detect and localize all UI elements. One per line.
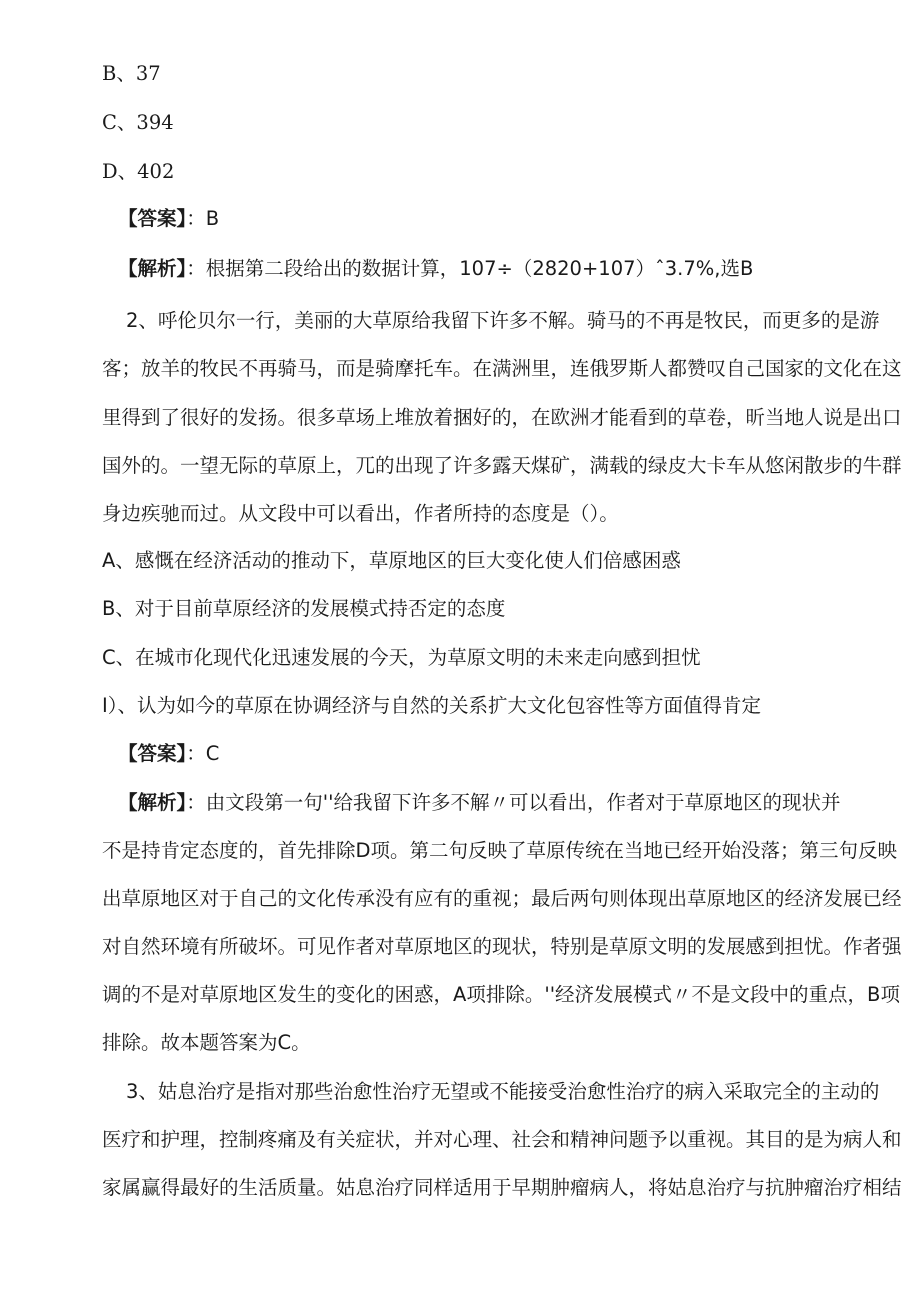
q2-analysis-label: 【解析】 — [118, 791, 187, 814]
q2-option-a: A、感慨在经济活动的推动下，草原地区的巨大变化使人们倍感困惑 — [102, 549, 681, 572]
q1-option-d: D、402 — [102, 160, 175, 183]
q2-stem-line-3: 里得到了很好的发扬。很多草场上堆放着捆好的，在欧洲才能看到的草卷，昕当地人说是出口 — [102, 406, 902, 429]
q2-analysis-line-5: 调的不是对草原地区发生的变化的困惑，A项排除。''经济发展模式〃不是文段中的重点，B项 — [102, 983, 900, 1006]
q2-answer-value: ：C — [186, 742, 220, 765]
q1-option-b: B、37 — [102, 62, 161, 85]
q3-stem-line-1: 3、姑息治疗是指对那些治愈性治疗无望或不能接受治愈性治疗的病入采取完全的主动的 — [126, 1080, 880, 1103]
q2-analysis-text-1: ：由文段第一句''给我留下许多不解〃可以看出，作者对于草原地区的现状并 — [186, 791, 841, 814]
q2-analysis-line-2: 不是持肯定态度的，首先排除D项。第二句反映了草原传统在当地已经开始没落；第三句反映 — [102, 839, 898, 862]
q2-analysis-line-4: 对自然环境有所破坏。可见作者对草原地区的现状，特别是草原文明的发展感到担忧。作者强 — [102, 935, 902, 958]
q2-analysis-line-3: 出草原地区对于自己的文化传承没有应有的重视；最后两句则体现出草原地区的经济发展已经 — [102, 887, 902, 910]
q2-answer — [118, 742, 888, 766]
q2-analysis-line-1 — [118, 791, 888, 815]
q1-analysis-label: 【解析】 — [118, 257, 187, 280]
q2-option-d: I）、认为如今的草原在协调经济与自然的关系扩大文化包容性等方面值得肯定 — [102, 694, 762, 717]
q1-answer-value: ：B — [186, 207, 220, 230]
q2-option-c: C、在城市化现代化迅速发展的今天，为草原文明的未来走向感到担忧 — [102, 646, 701, 669]
q2-stem-line-2: 客；放羊的牧民不再骑马，而是骑摩托车。在满洲里，连俄罗斯人都赞叹自己国家的文化在这 — [102, 357, 902, 380]
q1-analysis — [118, 257, 888, 281]
q2-stem-line-5: 身边疾驰而过。从文段中可以看出，作者所持的态度是（）。 — [102, 502, 619, 525]
q3-stem-line-3: 家属赢得最好的生活质量。姑息治疗同样适用于早期肿瘤病人，将姑息治疗与抗肿瘤治疗相结 — [102, 1176, 902, 1199]
q2-option-b: B、对于目前草原经济的发展模式持否定的态度 — [102, 597, 506, 620]
q2-analysis-line-6: 排除。故本题答案为C。 — [102, 1031, 311, 1054]
q2-stem-line-1: 2、呼伦贝尔一行，美丽的大草原给我留下许多不解。骑马的不再是牧民，而更多的是游 — [126, 309, 880, 332]
q2-stem-line-4: 国外的。一望无际的草原上，兀的出现了许多露天煤矿，满载的绿皮大卡车从悠闲散步的牛群 — [102, 454, 902, 477]
q1-analysis-text: ：根据第二段给出的数据计算，107÷（2820+107）ˆ3.7%,选B — [186, 257, 754, 280]
q1-answer — [118, 207, 888, 231]
q2-answer-label: 【答案】 — [118, 742, 187, 765]
q1-answer-label: 【答案】 — [118, 207, 187, 230]
q3-stem-line-2: 医疗和护理，控制疼痛及有关症状，并对心理、社会和精神问题予以重视。其目的是为病人和 — [102, 1128, 902, 1151]
q1-option-c: C、394 — [102, 111, 174, 134]
